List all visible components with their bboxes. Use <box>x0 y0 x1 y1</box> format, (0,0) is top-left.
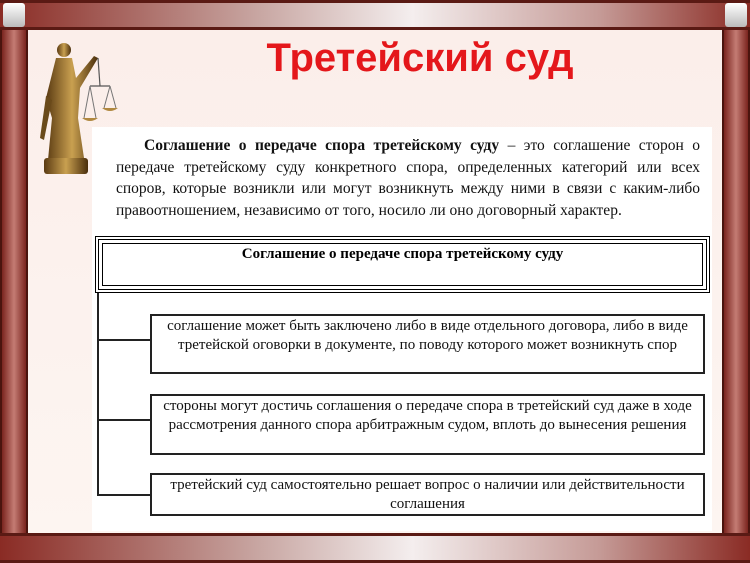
frame-pillar-right <box>722 30 750 533</box>
connector-1 <box>97 339 150 341</box>
diagram-header: Соглашение о передаче спора третейскому суду <box>95 236 710 293</box>
frame-pillar-left <box>0 30 28 533</box>
frame-bottom-bar <box>0 533 750 563</box>
definition-paragraph <box>116 135 700 221</box>
diagram-item-3: третейский суд самостоятельно решает вопрос о наличии или действительности соглашения <box>150 473 705 516</box>
definition-text: – это соглашение сторон о передаче третейскому суду конкретного спора, определенных категорий или всех споров, которые возникли или могут возникнуть между ними в связи с каким-либо правоотношением, независимо от того, носило ли оно договорный характер. <box>116 137 700 219</box>
connector-vertical <box>97 293 99 496</box>
frame-cap-right <box>725 3 747 27</box>
connector-3 <box>97 494 150 496</box>
diagram-item-1: соглашение может быть заключено либо в виде отдельного договора, либо в виде третейской оговорки в документе, по поводу которого может возникнуть спор <box>150 314 705 374</box>
frame-top-bar <box>0 0 750 30</box>
connector-2 <box>97 419 150 421</box>
diagram-item-2: стороны могут достичь соглашения о передаче спора в третейский суд даже в ходе рассмотрения данного спора арбитражным судом, вплоть до вынесения решения <box>150 394 705 455</box>
frame-cap-left <box>3 3 25 27</box>
content-panel <box>92 127 712 531</box>
slide-title: Третейский суд <box>266 36 574 80</box>
definition-term: Соглашение о передаче спора третейскому суду <box>144 137 500 154</box>
